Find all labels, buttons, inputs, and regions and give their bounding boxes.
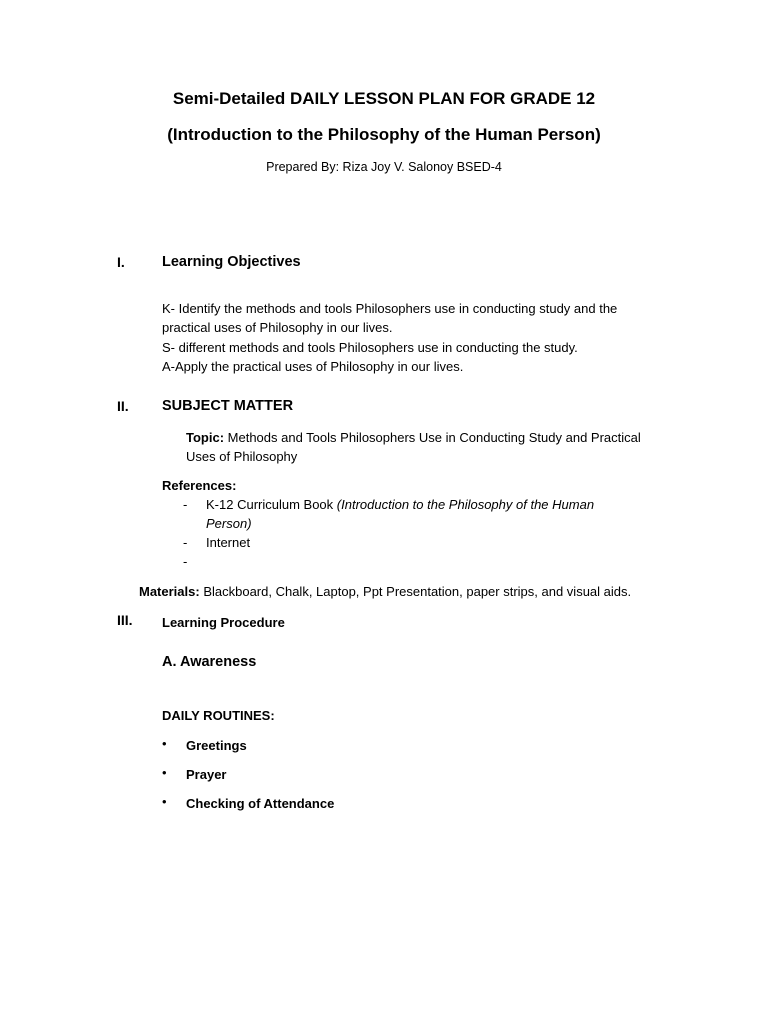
section-2-numeral: II. (117, 398, 129, 414)
objective-line: K- Identify the methods and tools Philosophers use in conducting study and the (162, 301, 618, 316)
objective-line: S- different methods and tools Philosophers use in conducting the study. (162, 340, 578, 355)
reference-dash: - (183, 497, 188, 512)
topic-line-2: Uses of Philosophy (186, 449, 298, 464)
reference-italic-cont: Person) (206, 516, 252, 531)
topic-text: Methods and Tools Philosophers Use in Conducting Study and Practical (224, 430, 641, 445)
reference-italic: (Introduction to the Philosophy of the Human (336, 497, 595, 512)
materials-label: Materials: (139, 584, 200, 599)
section-2-heading: SUBJECT MATTER (162, 398, 294, 414)
routine-item: Greetings (186, 738, 247, 753)
section-1-heading: Learning Objectives (162, 254, 301, 270)
daily-routines-label: DAILY ROUTINES: (162, 708, 275, 723)
objective-line: practical uses of Philosophy in our lives. (162, 320, 393, 335)
routine-item: Prayer (186, 767, 227, 782)
objective-line: A-Apply the practical uses of Philosophy in our lives. (162, 359, 464, 374)
document-subtitle: (Introduction to the Philosophy of the Human Person) (167, 125, 601, 144)
topic-line (186, 428, 641, 447)
reference-item: Internet (206, 535, 251, 550)
bullet-icon: • (162, 736, 167, 751)
document-title: Semi-Detailed DAILY LESSON PLAN FOR GRADE 12 (172, 89, 596, 108)
routine-item: Checking of Attendance (186, 796, 335, 811)
reference-dash: - (183, 554, 188, 569)
bullet-icon: • (162, 765, 167, 780)
reference-dash: - (183, 535, 188, 550)
prepared-by: Prepared By: Riza Joy V. Salonoy BSED-4 (266, 160, 502, 174)
references-label: References: (162, 478, 237, 493)
materials-text: Blackboard, Chalk, Laptop, Ppt Presentation, paper strips, and visual aids. (199, 584, 632, 599)
reference-text: K-12 Curriculum Book (206, 497, 337, 512)
reference-item (206, 495, 594, 514)
bullet-icon: • (162, 794, 167, 809)
section-3-heading: Learning Procedure (162, 615, 285, 630)
section-1-numeral: I. (117, 254, 125, 270)
topic-label: Topic: (186, 430, 225, 445)
awareness-heading: A. Awareness (162, 654, 257, 670)
materials-line (139, 582, 631, 601)
section-3-numeral: III. (117, 612, 133, 628)
